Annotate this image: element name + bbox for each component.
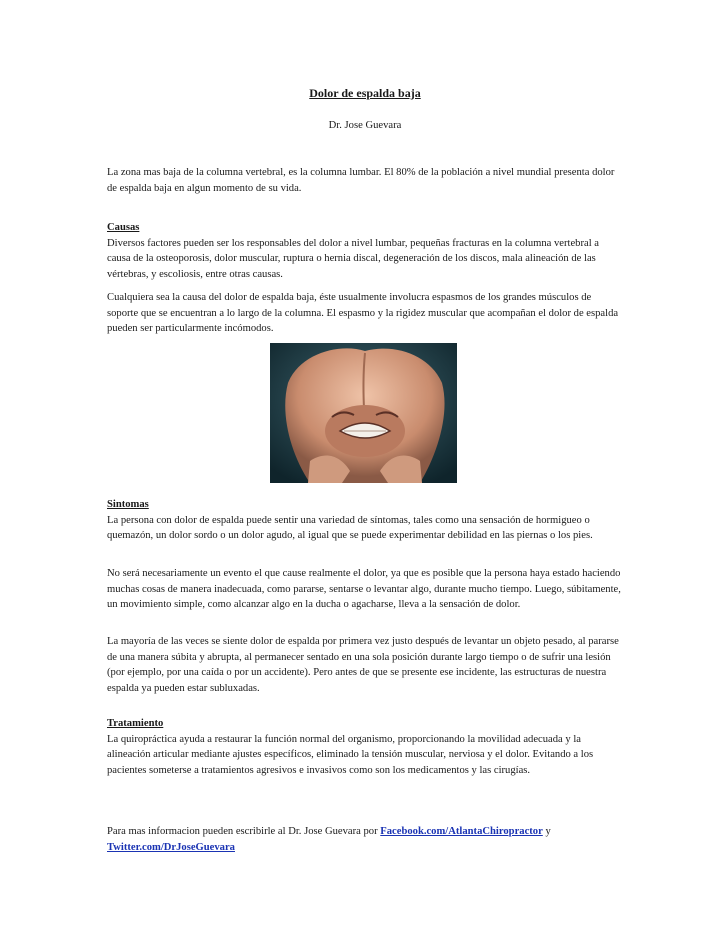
document-title: Dolor de espalda baja <box>309 86 421 100</box>
sintomas-heading: Sintomas <box>107 499 149 510</box>
back-pain-photo <box>270 343 457 483</box>
twitter-link[interactable]: Twitter.com/DrJoseGuevara <box>107 841 235 853</box>
causas-paragraph-1: Diversos factores pueden ser los responsables del dolor a nivel lumbar, pequeñas fracturas en la columna vertebral a causa de la osteoporosis, dolor muscular, ruptura o hernia discal, degeneración de los discos, mala alineación de las vértebras, y escoliosis, entre otras causas. <box>107 237 600 280</box>
causas-paragraph-2: Cualquiera sea la causa del dolor de espalda baja, éste usualmente involucra espasmos de los grandes músculos de soporte que se encuentran a lo largo de la columna. El espasmo y la rigidez muscular que acompañan el dolor de espalda pueden ser particularmente incómodos. <box>107 292 619 335</box>
section-causas <box>107 220 623 282</box>
section-sintomas <box>107 497 623 544</box>
causas-heading: Causas <box>107 222 140 233</box>
tratamiento-paragraph: La quiropráctica ayuda a restaurar la función normal del organismo, proporcionando la movilidad adecuada y la alineación articular mediante ajustes específicos, eliminado la tensión muscular, nerviosa y el dolor. Evitando a los pacientes someterse a tratamientos agresivos e invasivos como son los medicamentos y las cirugías. <box>107 733 594 776</box>
contact-joiner: y <box>542 826 551 837</box>
sintomas-paragraph-3: La mayoría de las veces se siente dolor de espalda por primera vez justo después de levantar un objeto pesado, al pararse de una manera súbita y abrupta, al permanecer sentado en una sola posición durante largo tiempo o de sufrir una lesión (por ejemplo, por una caída o por un accidente). Pero antes de que se presente ese incidente, las estructuras de nuestra espalda ya pueden estar subluxadas. <box>107 636 619 694</box>
tratamiento-heading: Tratamiento <box>107 718 164 729</box>
sintomas-paragraph-2-block <box>107 566 623 613</box>
back-pain-illustration <box>270 343 457 483</box>
intro-text: La zona mas baja de la columna vertebral, es la columna lumbar. El 80% de la población a nivel mundial presenta dolor de espalda baja en algun momento de su vida. <box>107 167 615 194</box>
section-tratamiento <box>107 716 623 778</box>
intro-paragraph <box>107 165 623 196</box>
causas-paragraph-2-block <box>107 290 623 337</box>
facebook-link[interactable]: Facebook.com/AtlantaChiropractor <box>380 826 543 837</box>
sintomas-paragraph-3-block <box>107 634 623 696</box>
document-author: Dr. Jose Guevara <box>328 120 402 131</box>
contact-prefix: Para mas informacion pueden escribirle al Dr. Jose Guevara por <box>107 826 381 837</box>
contact-paragraph <box>107 824 623 855</box>
sintomas-paragraph-1: La persona con dolor de espalda puede sentir una variedad de síntomas, tales como una sensación de hormigueo o quemazón, un dolor sordo o un dolor agudo, al igual que se puede experimentar debilidad en las piernas o los pies. <box>107 514 593 542</box>
sintomas-paragraph-2: No será necesariamente un evento el que cause realmente el dolor, ya que es posible que la persona haya estado haciendo muchas cosas de manera inadecuada, como pararse, sentarse o levantar algo, durante mucho tiempo. Luego, súbitamente, un movimiento simple, como alcanzar algo en la ducha o agacharse, lleva a la sensación de dolor. <box>107 568 621 611</box>
